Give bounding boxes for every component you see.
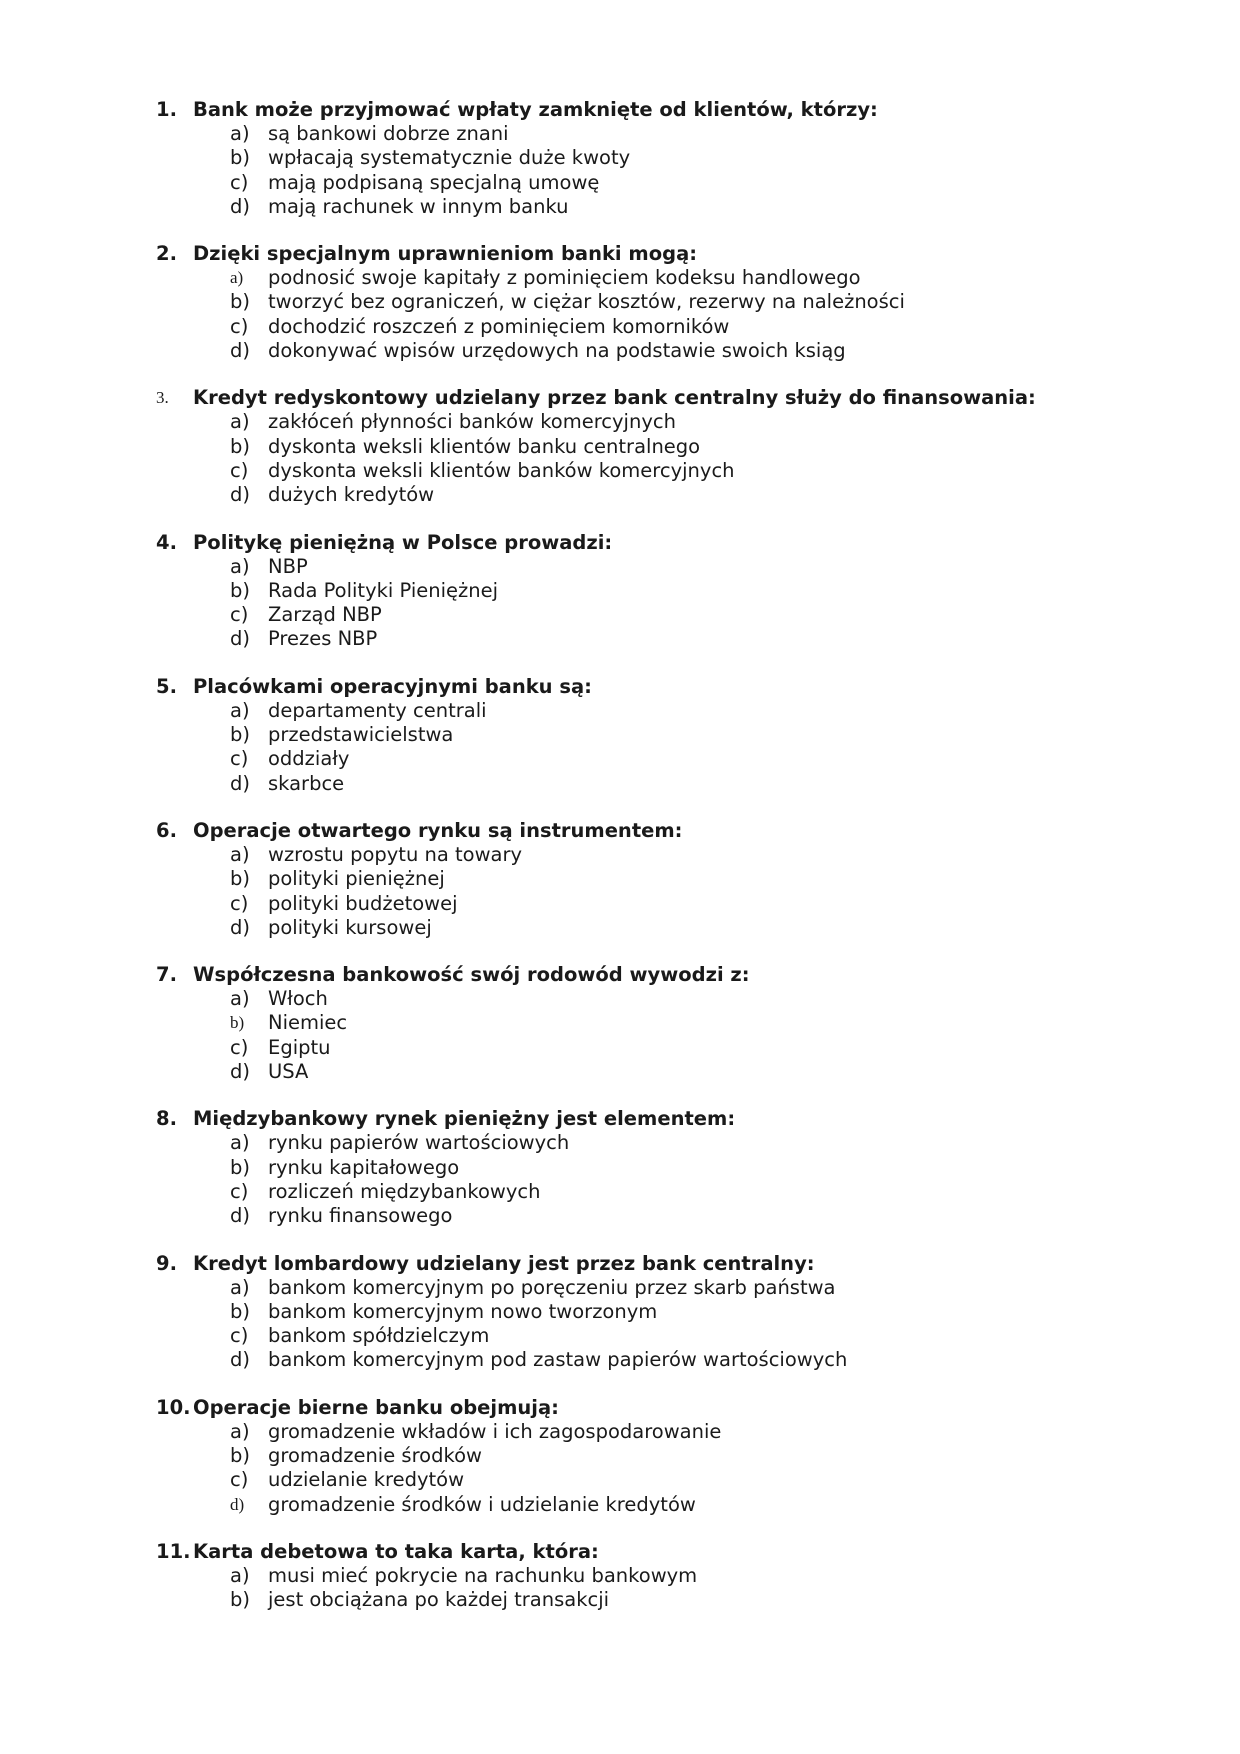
question-text: Współczesna bankowość swój rodowód wywodzi z: [193,963,750,987]
option-text: bankom komercyjnym nowo tworzonym [268,1299,658,1323]
answer-option [0,1588,1240,1612]
question-heading [0,1106,1240,1131]
answer-option [0,1131,1240,1155]
question-4 [0,530,1240,652]
question-1 [0,97,1240,219]
answer-option [0,459,1240,483]
option-text: jest obciążana po każdej transakcji [268,1588,610,1612]
question-text: Politykę pieniężną w Polsce prowadzi: [193,530,613,554]
option-letter: b) [230,578,250,602]
option-text: skarbce [268,771,345,795]
option-letter: c) [230,1324,249,1348]
answer-option [0,723,1240,747]
option-text: wpłacają systematycznie duże kwoty [268,146,631,170]
option-letter: a) [230,698,250,722]
answer-option [0,1060,1240,1084]
question-heading [0,962,1240,987]
option-text: dokonywać wpisów urzędowych na podstawie swoich ksiąg [268,339,846,363]
answer-option [0,1180,1240,1204]
option-letter: a) [230,554,250,578]
option-text: zakłóceń płynności banków komercyjnych [268,410,676,434]
option-text: bankom spółdzielczym [268,1324,490,1348]
question-heading [0,241,1240,266]
option-letter: d) [230,627,250,651]
option-letter: b) [230,146,250,170]
option-text: polityki kursowej [268,915,432,939]
quiz-page [0,97,1240,1634]
option-text: Niemiec [268,1011,348,1035]
option-text: są bankowi dobrze znani [268,122,509,145]
option-letter: a) [230,410,250,434]
question-7 [0,962,1240,1084]
option-text: wzrostu popytu na towary [268,842,523,866]
option-text: polityki budżetowej [268,891,458,915]
option-letter: a) [230,842,250,866]
question-3 [0,385,1240,507]
answer-option [0,195,1240,219]
question-heading [0,1251,1240,1276]
option-letter: a) [230,987,250,1011]
answer-option [0,1444,1240,1468]
option-text: Rada Polityki Pieniężnej [268,578,499,602]
question-11 [0,1539,1240,1613]
answer-option [0,1204,1240,1228]
answer-option [0,1156,1240,1180]
option-letter: d) [230,915,250,939]
option-text: rynku finansowego [268,1204,453,1228]
question-text: Placówkami operacyjnymi banku są: [193,674,592,698]
option-text: USA [268,1060,309,1084]
question-heading [0,530,1240,555]
answer-option [0,1276,1240,1300]
option-text: dużych kredytów [268,483,435,507]
question-number: 6. [156,818,177,842]
option-text: rynku papierów wartościowych [268,1131,570,1155]
answer-option [0,579,1240,603]
option-text: departamenty centrali [268,698,487,722]
option-text: podnosić swoje kapitały z pominięciem kodeksu handlowego [268,266,861,290]
option-letter: d) [230,339,250,363]
question-number: 4. [156,530,177,554]
option-letter: b) [230,1013,245,1033]
answer-option [0,122,1240,146]
question-number: 2. [156,242,177,266]
option-letter: c) [230,314,249,338]
option-letter: a) [230,268,244,288]
question-text: Operacje otwartego rynku są instrumentem: [193,818,683,842]
question-heading [0,1539,1240,1564]
option-letter: d) [230,771,250,795]
option-letter: c) [230,747,249,771]
answer-option [0,290,1240,314]
option-text: tworzyć bez ograniczeń, w ciężar kosztów, rezerwy na należności [268,290,905,314]
answer-option [0,171,1240,195]
question-text: Kredyt redyskontowy udzielany przez bank centralny służy do finansowania: [193,386,1036,410]
answer-option [0,1300,1240,1324]
option-letter: b) [230,1588,250,1612]
option-text: polityki pieniężnej [268,867,445,891]
answer-option [0,892,1240,916]
question-8 [0,1106,1240,1228]
option-letter: a) [230,1419,250,1443]
answer-option [0,1348,1240,1372]
option-letter: b) [230,1299,250,1323]
answer-option [0,146,1240,170]
option-text: bankom komercyjnym pod zastaw papierów wartościowych [268,1348,848,1372]
option-letter: a) [230,1563,250,1587]
question-number: 8. [156,1107,177,1131]
question-heading [0,674,1240,699]
question-10 [0,1395,1240,1517]
question-heading [0,818,1240,843]
answer-option [0,843,1240,867]
question-text: Bank może przyjmować wpłaty zamknięte od klientów, którzy: [193,98,878,121]
option-text: mają rachunek w innym banku [268,194,569,218]
answer-option [0,627,1240,651]
option-letter: c) [230,603,249,627]
option-text: gromadzenie środków [268,1443,482,1467]
question-text: Operacje bierne banku obejmują: [193,1395,559,1419]
answer-option [0,435,1240,459]
option-text: rynku kapitałowego [268,1155,460,1179]
option-text: NBP [268,554,308,578]
option-letter: b) [230,290,250,314]
option-letter: d) [230,1204,250,1228]
option-letter: a) [230,122,250,145]
answer-option [0,987,1240,1011]
option-text: Zarząd NBP [268,603,382,627]
question-text: Karta debetowa to taka karta, która: [193,1539,599,1563]
option-text: Prezes NBP [268,627,378,651]
option-text: mają podpisaną specjalną umowę [268,170,600,194]
option-letter: d) [230,483,250,507]
question-text: Międzybankowy rynek pieniężny jest elementem: [193,1107,736,1131]
question-number: 7. [156,963,177,987]
question-text: Kredyt lombardowy udzielany jest przez bank centralny: [193,1251,815,1275]
option-text: oddziały [268,747,350,771]
answer-option [0,1468,1240,1492]
option-letter: c) [230,458,249,482]
option-text: udzielanie kredytów [268,1468,465,1492]
answer-option [0,1324,1240,1348]
option-letter: b) [230,434,250,458]
option-text: dyskonta weksli klientów banku centralnego [268,434,701,458]
option-text: bankom komercyjnym po poręczeniu przez skarb państwa [268,1275,836,1299]
question-text: Dzięki specjalnym uprawnieniom banki mogą: [193,242,698,266]
option-text: musi mieć pokrycie na rachunku bankowym [268,1563,698,1587]
answer-option [0,1564,1240,1588]
option-text: Włoch [268,987,328,1011]
option-letter: b) [230,1443,250,1467]
answer-option [0,699,1240,723]
question-heading [0,97,1240,122]
answer-option [0,1420,1240,1444]
answer-option [0,603,1240,627]
answer-option [0,266,1240,290]
answer-option [0,410,1240,434]
question-heading [0,1395,1240,1420]
option-text: dochodzić roszczeń z pominięciem komorników [268,314,730,338]
option-text: gromadzenie środków i udzielanie kredytów [268,1492,696,1516]
question-5 [0,674,1240,796]
answer-option [0,747,1240,771]
option-letter: a) [230,1131,250,1155]
question-2 [0,241,1240,363]
answer-option [0,555,1240,579]
option-letter: b) [230,723,250,747]
question-number: 1. [156,98,177,121]
answer-option [0,867,1240,891]
option-letter: c) [230,1179,249,1203]
option-letter: c) [230,1035,249,1059]
option-letter: d) [230,1348,250,1372]
option-letter: a) [230,1275,250,1299]
option-text: rozliczeń międzybankowych [268,1179,541,1203]
question-9 [0,1251,1240,1373]
answer-option [0,339,1240,363]
option-letter: d) [230,1060,250,1084]
answer-option [0,772,1240,796]
option-letter: c) [230,170,249,194]
question-number: 3. [156,388,169,408]
option-text: dyskonta weksli klientów banków komercyjnych [268,458,735,482]
question-6 [0,818,1240,940]
answer-option [0,483,1240,507]
question-number: 5. [156,674,177,698]
question-number: 10. [156,1395,191,1419]
option-letter: c) [230,1468,249,1492]
answer-option [0,1011,1240,1035]
answer-option [0,916,1240,940]
answer-option [0,315,1240,339]
option-letter: b) [230,1155,250,1179]
option-letter: b) [230,867,250,891]
option-text: przedstawicielstwa [268,723,454,747]
option-text: Egiptu [268,1035,331,1059]
answer-option [0,1036,1240,1060]
question-number: 9. [156,1251,177,1275]
question-heading [0,385,1240,410]
option-text: gromadzenie wkładów i ich zagospodarowanie [268,1419,722,1443]
option-letter: c) [230,891,249,915]
option-letter: d) [230,194,250,218]
option-letter: d) [230,1494,245,1514]
question-number: 11. [156,1539,191,1563]
answer-option [0,1493,1240,1517]
